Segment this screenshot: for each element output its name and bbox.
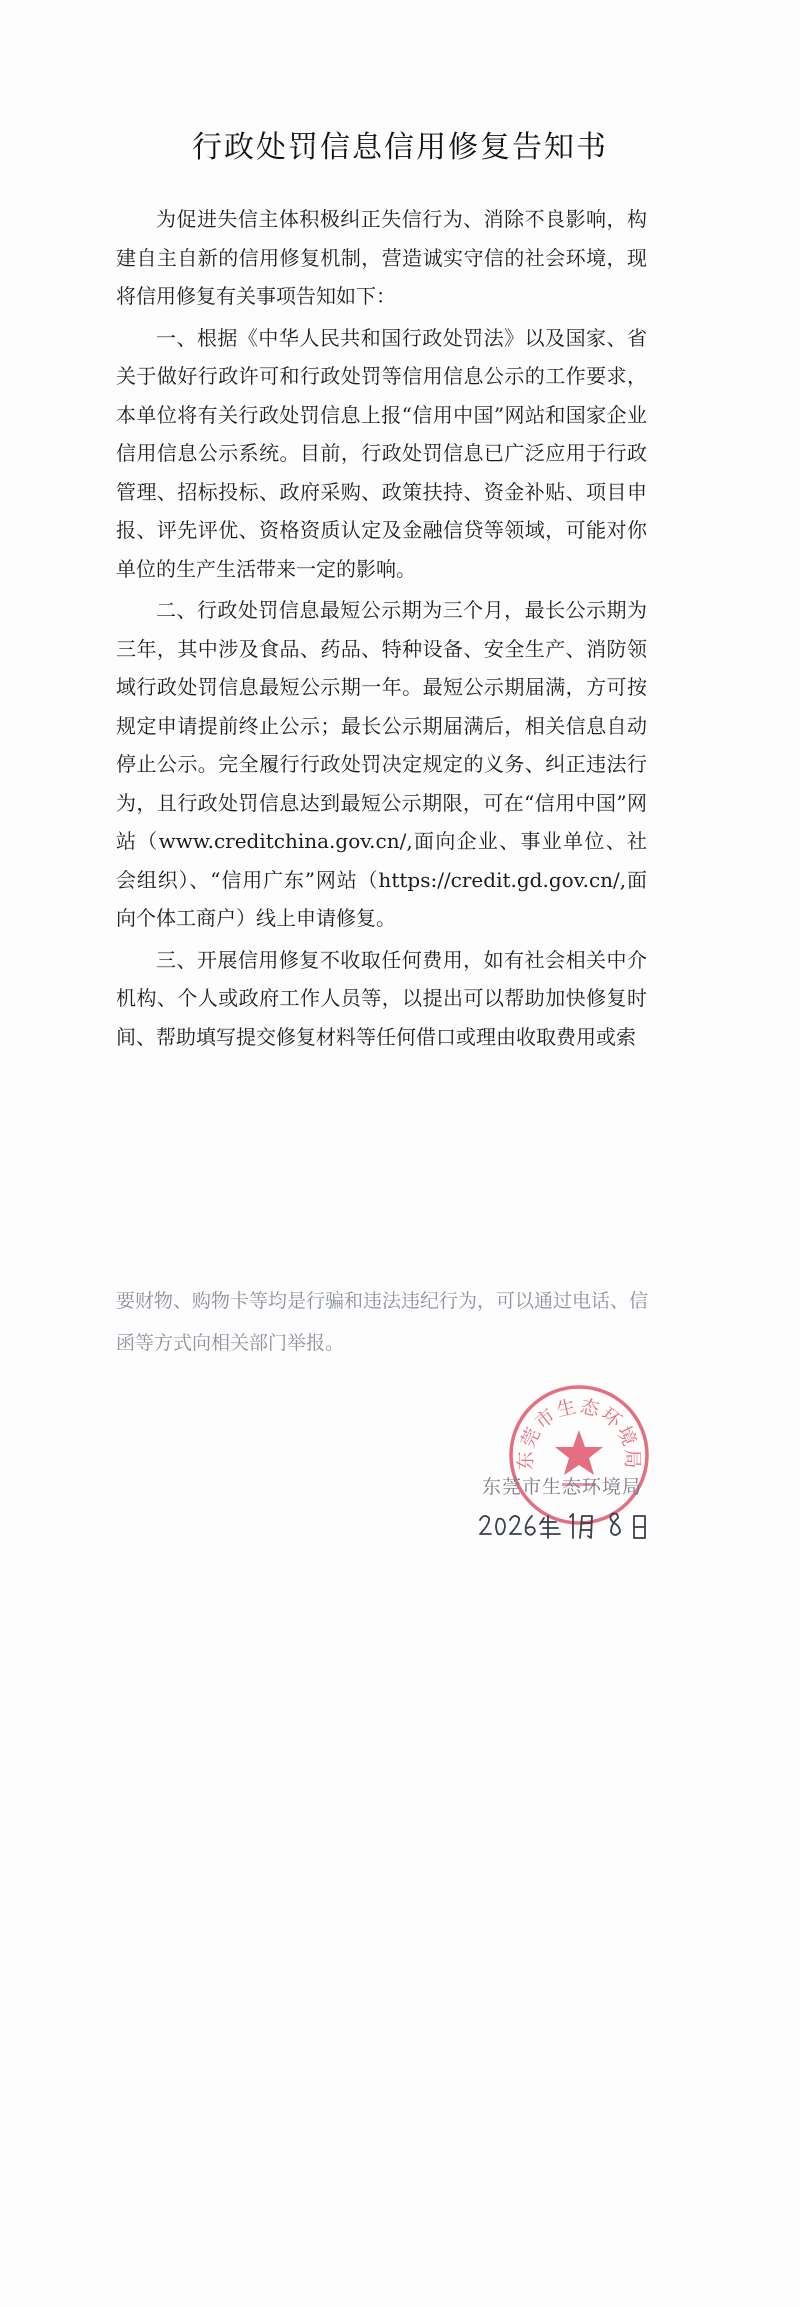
- paragraph-item-3: 三、开展信用修复不收取任何费用，如有社会相关中介机构、个人或政府工作人员等，以提出可以帮助加快修复时间、帮助填写提交修复材料等任何借口或理由收取费用或索: [116, 947, 647, 1049]
- paragraph-item-1: 一、根据《中华人民共和国行政处罚法》以及国家、省关于做好行政许可和行政处罚等信用信息公示的工作要求，本单位将有关行政处罚信息上报“信用中国”网站和国家企业信用信息公示系统。目前，行政处罚信息已广泛应用于行政管理、招标投标、政府采购、政策扶持、资金补贴、项目申报、评先评优、资格资质认定及金融信贷等领域，可能对你单位的生产生活带来一定的影响。: [116, 325, 647, 581]
- handwritten-date-signature: [474, 1508, 674, 1544]
- paragraph-continued: 要财物、购物卡等均是行骗和违法违纪行为，可以通过电话、信函等方式向相关部门举报。: [116, 1290, 649, 1354]
- document-title: 行政处罚信息信用修复告知书: [192, 130, 608, 165]
- document-body: [116, 200, 647, 1059]
- seal-text: 东莞市生态环境局: [514, 1395, 644, 1471]
- paragraph-intro: 为促进失信主体积极纠正失信行为、消除不良影响，构建自主自新的信用修复机制，营造诚实守信的社会环境，现将信用修复有关事项告知如下：: [116, 207, 647, 308]
- signing-organization: 东莞市生态环境局: [482, 1476, 643, 1498]
- signature-block: [470, 1380, 670, 1550]
- paragraph-item-2: 二、行政处罚信息最短公示期为三个月，最长公示期为三年，其中涉及食品、药品、特种设备、安全生产、消防领域行政处罚信息最短公示期一年。最短公示期届满，方可按规定申请提前终止公示；最长公示期届满后，相关信息自动停止公示。完全履行行政处罚决定规定的义务、纠正违法行为，且行政处罚信息达到最短公示期限，可在“信用中国”网站（www.creditchina.gov.cn/,面向企业、事业单位、社会组织）、“信用广东”网站（https://credit.gd.gov.cn/,面向个体工商户）线上申请修复。: [116, 598, 647, 930]
- continued-text-block: [116, 1280, 656, 1364]
